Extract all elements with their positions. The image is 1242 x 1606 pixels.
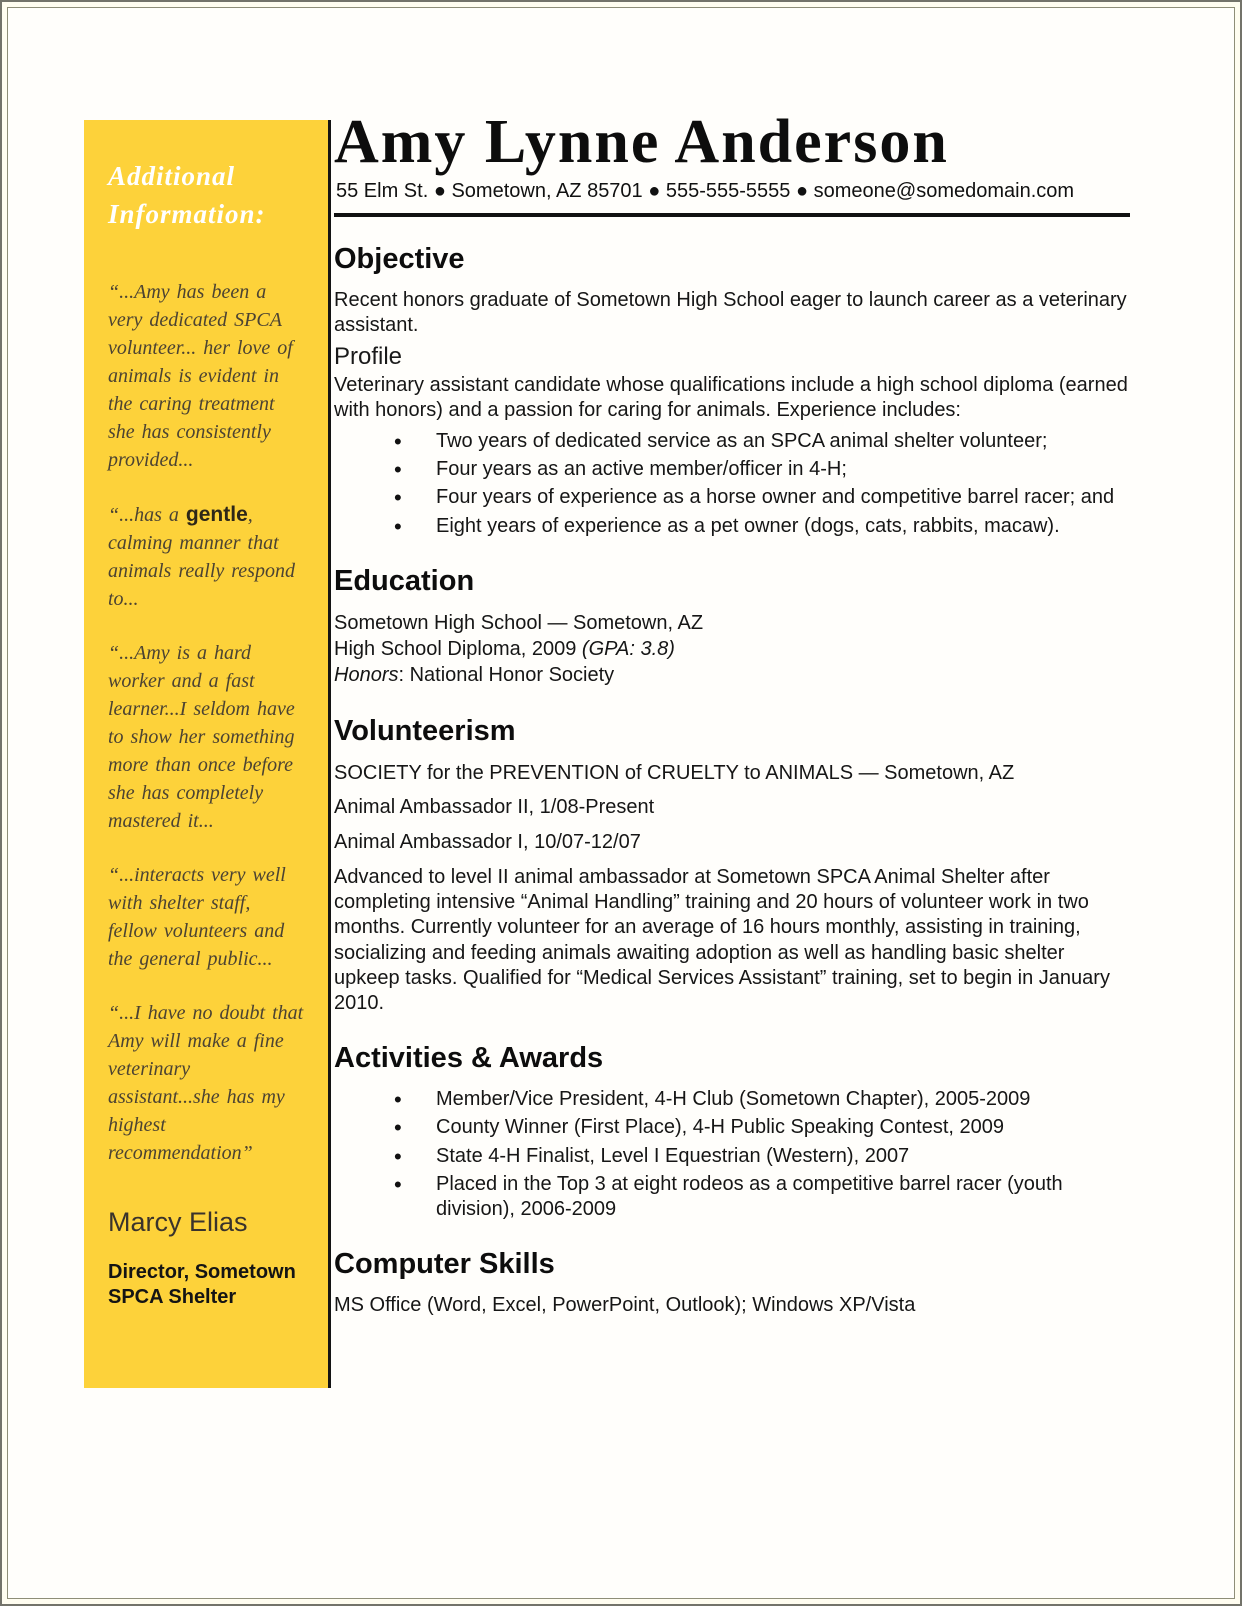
objective-bullet: • Two years of dedicated service as an SPCA animal shelter volunteer; — [394, 429, 1130, 454]
objective-bullet-list — [394, 429, 1130, 539]
education-honors-text: : National Honor Society — [398, 664, 615, 687]
activities-bullet: • State 4-H Finalist, Level I Equestrian (Western), 2007 — [394, 1144, 1130, 1169]
sidebar-heading: Additional Information: — [108, 161, 266, 229]
profile-text: Veterinary assistant candidate whose qualifications include a high school diploma (earned with honors) and a passion for caring for animals. Experience includes: — [334, 373, 1128, 421]
education-honors-label: Honors — [334, 664, 399, 687]
objective-bullet: • Eight years of experience as a pet owner (dogs, cats, rabbits, macaw). — [394, 514, 1130, 539]
testimonial-quote-1: “...Amy has been a very dedicated SPCA volunteer... her love of animals is evident in the caring treatment she has consistently provided... — [108, 280, 293, 471]
objective-text: Recent honors graduate of Sometown High School eager to launch career as a veterinary assistant. — [334, 289, 1127, 337]
profile-subheading: Profile — [334, 342, 403, 370]
signature-title: Director, Sometown SPCA Shelter — [108, 1260, 296, 1308]
objective-bullet: • Four years of experience as a horse owner and competitive barrel racer; and — [394, 485, 1130, 510]
testimonial-quote-2 — [108, 500, 306, 613]
volunteer-role-2: Animal Ambassador I, 10/07-12/07 — [334, 830, 641, 853]
activities-bullet: • Member/Vice President, 4-H Club (Sometown Chapter), 2005-2009 — [394, 1087, 1130, 1112]
sidebar — [84, 120, 331, 1388]
testimonial-quote-4: “...interacts very well with shelter staff, fellow volunteers and the general public... — [108, 863, 286, 970]
education-honors — [334, 662, 1130, 688]
education-diploma-text: High School Diploma, 2009 — [334, 638, 582, 661]
volunteer-description: Advanced to level II animal ambassador at Sometown SPCA Animal Shelter after completing intensive “Animal Handling” training and 20 hours of volunteer work in two months. Currently volunteer for an average of 16 hours monthly, assisting in training, socializing and feeding animals awaiting adoption as well as handling basic shelter upkeep tasks. Qualified for “Medical Services Assistant” training, set to begin in January 2010. — [334, 866, 1110, 1014]
quote-2-post: , calming manner that animals really respond to... — [108, 503, 295, 610]
volunteer-organization: SOCIETY for the PREVENTION of CRUELTY to ANIMALS — Sometown, AZ — [334, 761, 1015, 784]
activities-bullet-list — [394, 1087, 1130, 1222]
main-content — [334, 108, 1130, 1318]
page-frame — [7, 7, 1235, 1599]
section-heading-education: Education — [334, 564, 475, 597]
signature-name: Marcy Elias — [108, 1206, 248, 1237]
education-gpa: (GPA: 3.8) — [581, 638, 675, 661]
section-heading-objective: Objective — [334, 243, 465, 276]
quote-highlight: gentle — [185, 502, 248, 526]
activities-bullet: • Placed in the Top 3 at eight rodeos as a competitive barrel racer (youth division), 2006-2009 — [394, 1172, 1130, 1222]
section-heading-volunteerism: Volunteerism — [334, 714, 516, 747]
computer-skills-text: MS Office (Word, Excel, PowerPoint, Outlook); Windows XP/Vista — [334, 1294, 916, 1317]
education-diploma — [334, 636, 1130, 662]
candidate-name: Amy Lynne Anderson — [334, 108, 949, 176]
testimonial-quote-5: “...I have no doubt that Amy will make a fine veterinary assistant...she has my highest recommendation” — [108, 1001, 304, 1164]
activities-bullet: • County Winner (First Place), 4-H Public Speaking Contest, 2009 — [394, 1115, 1130, 1140]
quote-2-pre: “...has a — [108, 503, 186, 526]
volunteer-role-1: Animal Ambassador II, 1/08-Present — [334, 796, 655, 819]
section-heading-computer-skills: Computer Skills — [334, 1248, 555, 1281]
section-heading-activities: Activities & Awards — [334, 1042, 604, 1075]
education-school: Sometown High School — Sometown, AZ — [334, 611, 704, 634]
testimonial-quote-3: “...Amy is a hard worker and a fast learner...I seldom have to show her something more than once before she has completely mastered it... — [108, 641, 295, 832]
objective-bullet: • Four years as an active member/officer in 4-H; — [394, 457, 1130, 482]
contact-line: 55 Elm St. ● Sometown, AZ 85701 ● 555-555-5555 ● someone@somedomain.com — [334, 176, 1130, 217]
